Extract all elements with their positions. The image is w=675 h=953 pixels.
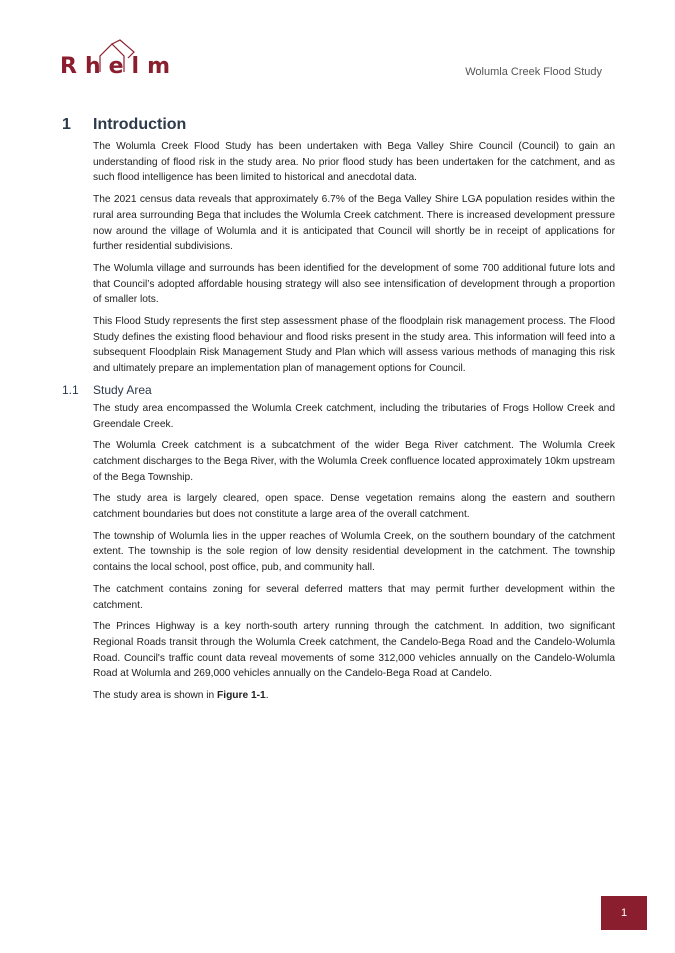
paragraph: The study area encompassed the Wolumla Creek catchment, including the tributaries of Frogs Hollow Creek and Greendale Creek.: [93, 402, 615, 430]
figure-reference-paragraph: [93, 688, 615, 704]
page-number: 1: [601, 896, 647, 930]
document-title: Wolumla Creek Flood Study: [465, 66, 602, 78]
figure-ref-suffix: .: [265, 690, 269, 702]
subsection-number: 1.1: [62, 382, 79, 397]
section-title: Introduction: [93, 116, 187, 133]
paragraph: The Wolumla village and surrounds has been identified for the development of some 700 additional future lots and that Council’s adopted affordable housing strategy will also see intensification of development through a proportion of smaller lots.: [93, 262, 615, 306]
figure-ref-link[interactable]: Figure 1-1: [217, 690, 266, 702]
paragraph: The catchment contains zoning for several deferred matters that may permit further development within the catchment.: [93, 583, 615, 611]
subsection-title: Study Area: [93, 382, 152, 397]
page-content: [62, 116, 615, 710]
subsection-heading-study-area: [62, 383, 615, 397]
paragraph: The Wolumla Creek catchment is a subcatchment of the wider Bega River catchment. The Wolumla Creek catchment discharges to the Bega River, with the Wolumla Creek confluence located approximately 10km upstream of the Bega Township.: [93, 440, 615, 483]
paragraph: This Flood Study represents the first step assessment phase of the floodplain risk management process. The Flood Study defines the existing flood behaviour and flood risks present in the study area. This information will feed into a subsequent Floodplain Risk Management Study and Plan which will assess various methods of managing this risk and ultimately prepare an implementation plan of management options for Council.: [93, 316, 615, 375]
paragraph: The Wolumla Creek Flood Study has been undertaken with Bega Valley Shire Council (Council) to gain an understanding of flood risk in the study area. No prior flood study has been undertaken for the catchment, and as such flood intelligence has been limited to historical and anecdotal data.: [93, 141, 615, 184]
section-number: 1: [62, 116, 71, 133]
section-heading-introduction: [62, 116, 615, 134]
company-logo: [60, 38, 180, 80]
figure-ref-prefix: The study area is shown in: [93, 690, 218, 702]
logo-text: Rhelm: [60, 54, 178, 79]
paragraph: The township of Wolumla lies in the upper reaches of Wolumla Creek, on the southern boundary of the catchment extent. The township is the sole region of low density residential development in the catchment. The township contains the local school, post office, pub, and community hall.: [93, 530, 615, 574]
paragraph: The Princes Highway is a key north-south artery running through the catchment. In addition, two significant Regional Roads transit through the Wolumla Creek catchment, the Candelo-Bega Road and the Candelo-Wolumla Road. Council's traffic count data reveal movements of some 312,000 vehicles annually on the Candelo-Wolumla Road at Wolumla and 269,000 vehicles annually on the Candelo-Bega Road at Candelo.: [93, 621, 615, 680]
paragraph: The study area is largely cleared, open space. Dense vegetation remains along the eastern and southern catchment boundaries but does not constitute a large area of the overall catchment.: [93, 493, 615, 521]
paragraph: The 2021 census data reveals that approximately 6.7% of the Bega Valley Shire LGA population resides within the rural area surrounding Bega that includes the Wolumla Creek catchment. There is increased development pressure now around the village of Wolumla and it is anticipated that Council will shortly be in receipt of applications for further residential subdivisions.: [93, 194, 615, 253]
